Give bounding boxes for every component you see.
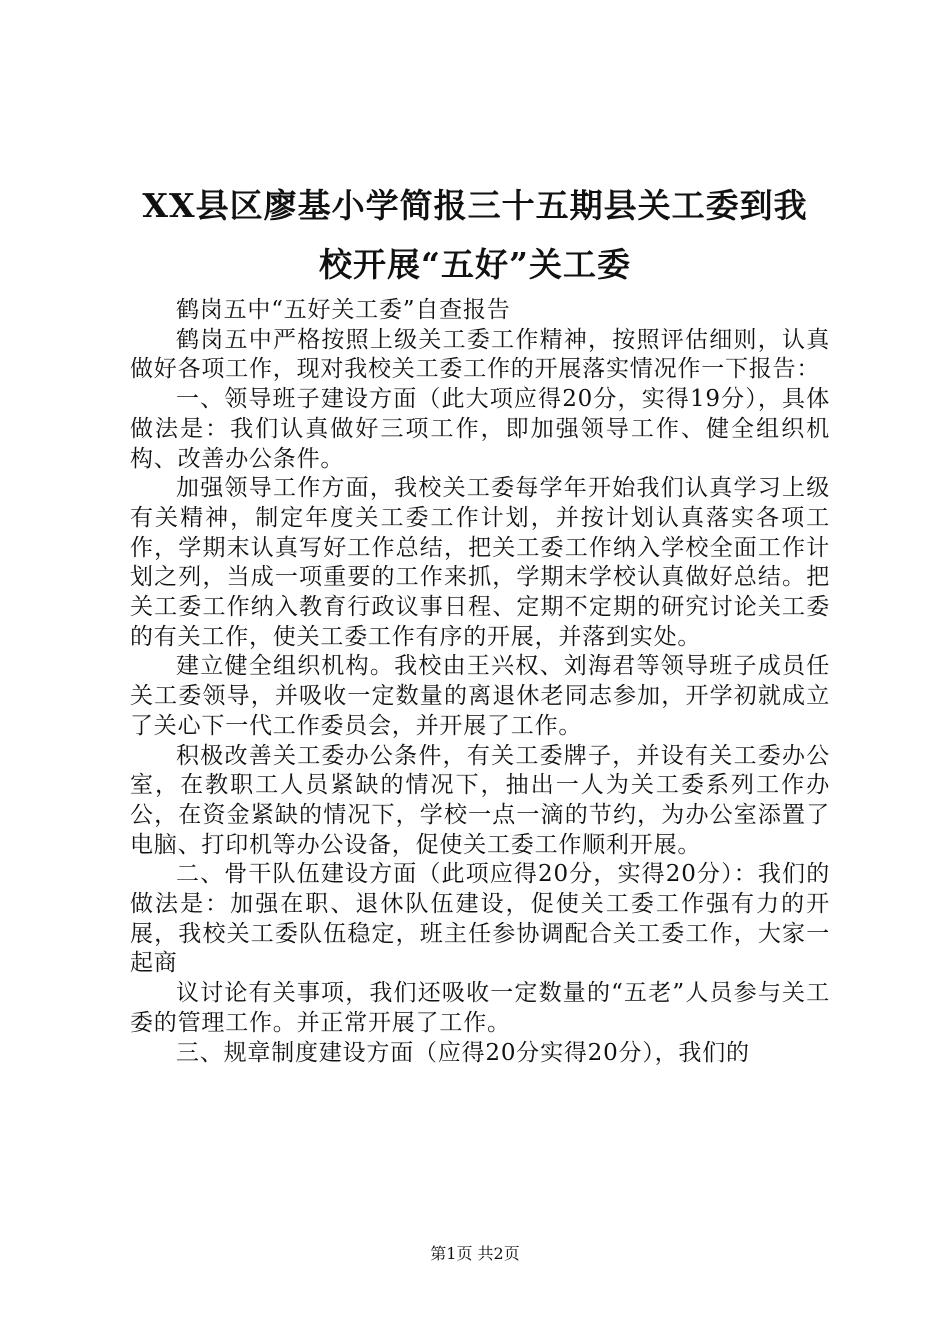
document-body <box>130 296 830 1068</box>
body-paragraph: 加强领导工作方面，我校关工委每学年开始我们认真学习上级有关精神，制定年度关工委工作计划，并按计划认真落实各项工作，学期末认真写好工作总结，把关工委工作纳入学校全面工作计划之列，当成一项重要的工作来抓，学期末学校认真做好总结。把关工委工作纳入教育行政议事日程、定期不定期的研究讨论关工委的有关工作，使关工委工作有序的开展，并落到实处。 <box>130 475 830 650</box>
body-paragraph: 鹤岗五中严格按照上级关工委工作精神，按照评估细则，认真做好各项工作，现对我校关工委工作的开展落实情况作一下报告： <box>130 326 830 383</box>
document-title-line-1: XX县区廖基小学简报三十五期县关工委到我 <box>142 186 808 225</box>
report-subtitle: 鹤岗五中“五好关工委”自查报告 <box>176 297 511 323</box>
body-paragraph: 积极改善关工委办公条件，有关工委牌子，并设有关工委办公室，在教职工人员紧缺的情况下，抽出一人为关工委系列工作办公，在资金紧缺的情况下，学校一点一滴的节约，为办公室添置了电脑、打印机等办公设备，促使关工委工作顺利开展。 <box>130 742 830 858</box>
body-paragraph: 三、规章制度建设方面（应得20分实得20分），我们的 <box>176 1039 750 1066</box>
body-paragraph: 二、骨干队伍建设方面（此项应得20分，实得20分）：我们的做法是：加强在职、退休队伍建设，促使关工委工作强有力的开展，我校关工委队伍稳定，班主任参协调配合关工委工作，大家一起商 <box>130 861 830 977</box>
body-paragraph: 一、领导班子建设方面（此大项应得20分，实得19分），具体做法是：我们认真做好三项工作，即加强领导工作、健全组织机构、改善办公条件。 <box>130 386 830 472</box>
body-paragraph: 议讨论有关事项，我们还吸收一定数量的“五老”人员参与关工委的管理工作。并正常开展了工作。 <box>130 980 830 1036</box>
body-paragraph: 建立健全组织机构。我校由王兴权、刘海君等领导班子成员任关工委领导，并吸收一定数量的离退休老同志参加，开学初就成立了关心下一代工作委员会，并开展了工作。 <box>130 653 830 739</box>
document-title-line-2: 校开展“五好”关工委 <box>319 245 631 284</box>
page-footer: 第1页 共2页 <box>430 1244 520 1263</box>
